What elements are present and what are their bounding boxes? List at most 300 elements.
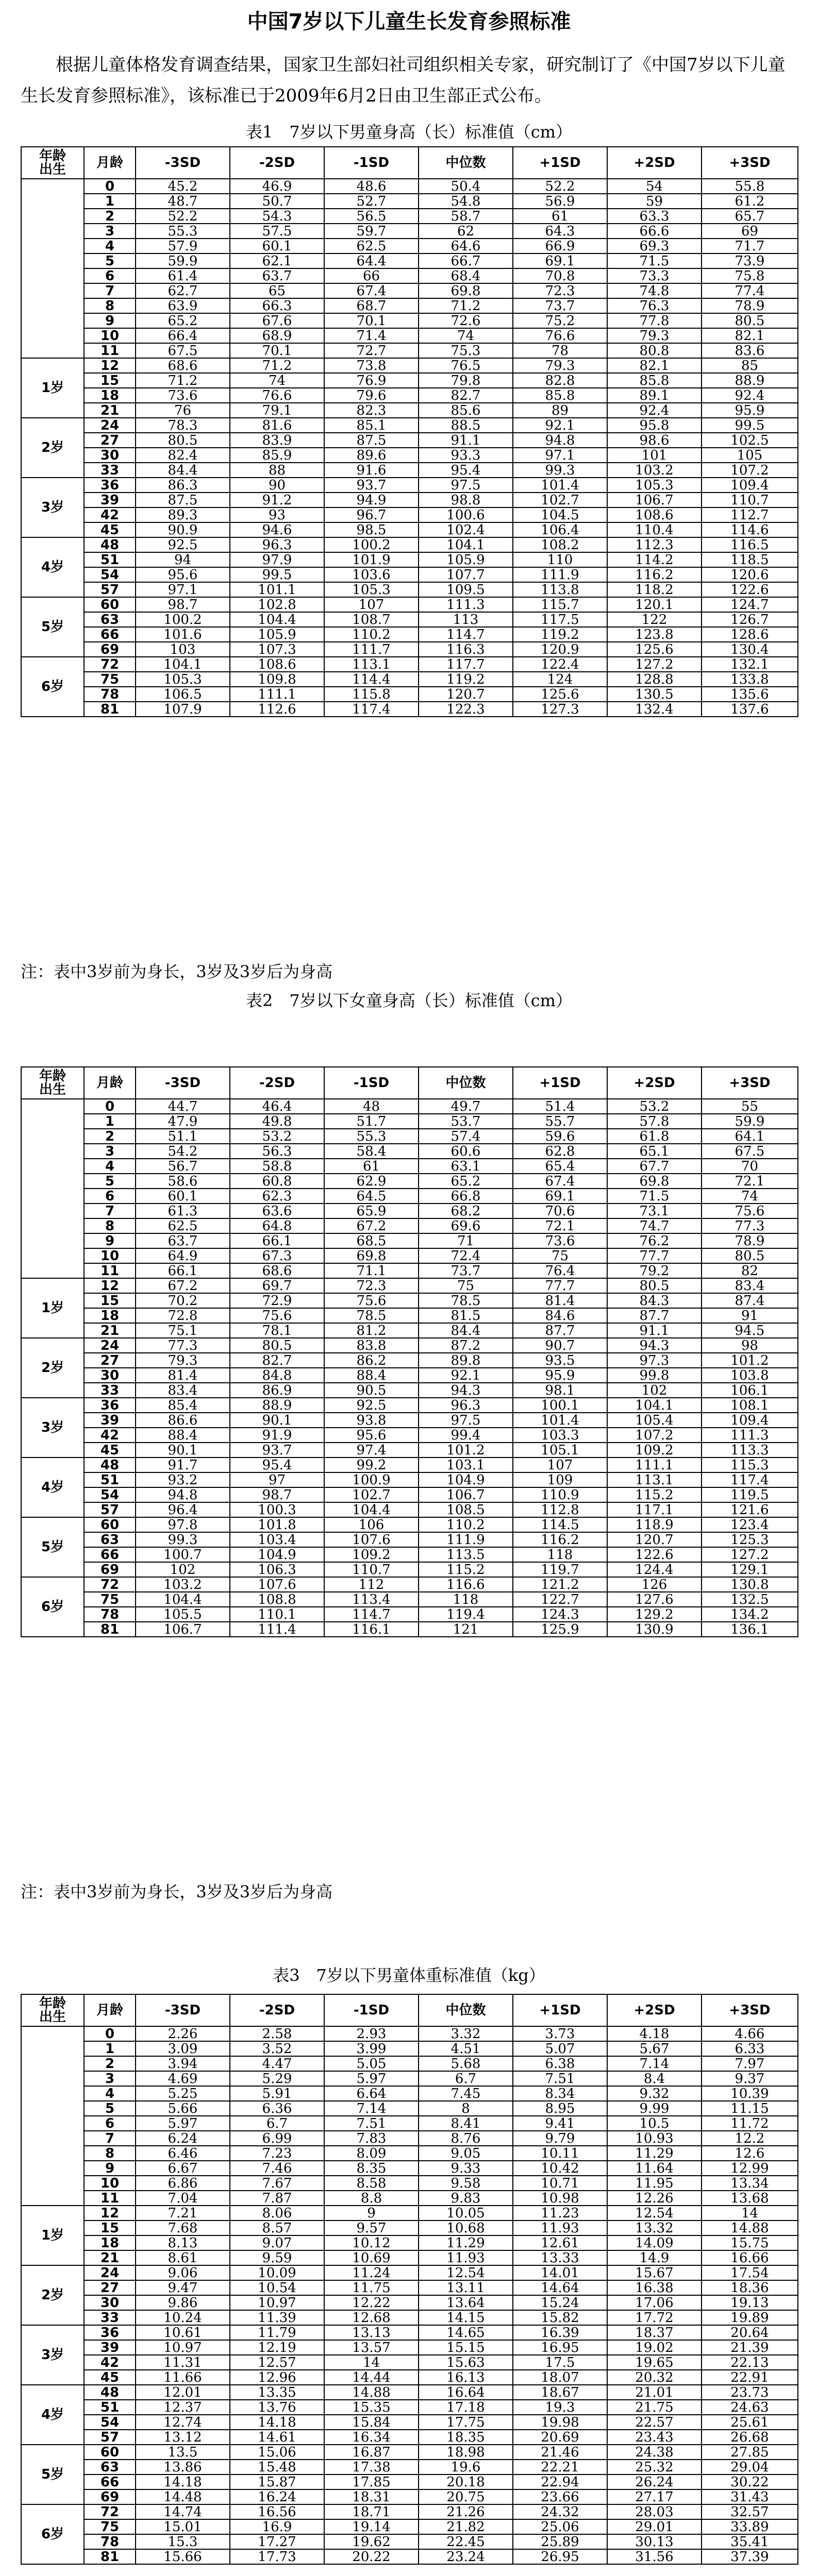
value-cell-m2sd: 17.73 <box>230 2549 324 2564</box>
value-cell-m2sd: 83.9 <box>230 433 324 448</box>
value-cell-m1sd: 14 <box>324 2355 419 2370</box>
header-age <box>21 1994 84 2026</box>
value-cell-p3sd: 7.97 <box>702 2056 798 2071</box>
value-cell-p3sd: 12.2 <box>702 2131 798 2146</box>
value-cell-m2sd: 10.09 <box>230 2265 324 2280</box>
value-cell-p3sd: 13.68 <box>702 2191 798 2206</box>
month-cell: 4 <box>84 1159 136 1174</box>
value-cell-m1sd: 11.24 <box>324 2265 419 2280</box>
value-cell-m1sd: 13.57 <box>324 2340 419 2355</box>
value-cell-m2sd: 50.7 <box>230 194 324 209</box>
table-row <box>21 657 798 672</box>
value-cell-m3sd: 6.24 <box>136 2131 230 2146</box>
value-cell-m3sd: 14.18 <box>136 2475 230 2489</box>
value-cell-p2sd: 5.67 <box>607 2041 702 2056</box>
month-cell: 27 <box>84 433 136 448</box>
month-cell: 45 <box>84 522 136 537</box>
value-cell-p1sd: 93.5 <box>513 1353 607 1368</box>
table-row <box>21 1144 798 1159</box>
value-cell-m3sd: 47.9 <box>136 1114 230 1129</box>
table-row <box>21 1293 798 1308</box>
value-cell-m3sd: 106.5 <box>136 687 230 702</box>
value-cell-p3sd: 55 <box>702 1099 798 1114</box>
table-row <box>21 702 798 717</box>
age-group-cell: 3岁 <box>21 478 84 537</box>
value-cell-m3sd: 67.2 <box>136 1278 230 1293</box>
value-cell-p2sd: 7.14 <box>607 2056 702 2071</box>
month-cell: 21 <box>84 1323 136 1338</box>
value-cell-median: 71.2 <box>419 298 513 313</box>
value-cell-m1sd: 73.8 <box>324 358 419 373</box>
table-row <box>21 1622 798 1637</box>
value-cell-p2sd: 21.01 <box>607 2385 702 2400</box>
value-cell-p3sd: 35.41 <box>702 2534 798 2549</box>
value-cell-p1sd: 6.38 <box>513 2056 607 2071</box>
value-cell-p3sd: 22.91 <box>702 2370 798 2385</box>
value-cell-p3sd: 61.2 <box>702 194 798 209</box>
table-1-note: 注：表中3岁前为身长，3岁及3岁后为身高 <box>21 962 333 981</box>
value-cell-m1sd: 10.12 <box>324 2235 419 2250</box>
table-row <box>21 2265 798 2280</box>
month-cell: 63 <box>84 2460 136 2475</box>
table-row <box>21 1383 798 1398</box>
value-cell-m3sd: 97.1 <box>136 582 230 597</box>
value-cell-m2sd: 53.2 <box>230 1129 324 1144</box>
value-cell-median: 108.5 <box>419 1502 513 1517</box>
value-cell-m1sd: 76.9 <box>324 373 419 388</box>
value-cell-m1sd: 88.4 <box>324 1368 419 1383</box>
table-row <box>21 313 798 328</box>
value-cell-m3sd: 64.9 <box>136 1248 230 1263</box>
value-cell-p2sd: 101 <box>607 448 702 463</box>
value-cell-median: 10.05 <box>419 2206 513 2221</box>
value-cell-m2sd: 60.1 <box>230 239 324 253</box>
value-cell-p2sd: 19.65 <box>607 2355 702 2370</box>
value-cell-p1sd: 87.7 <box>513 1323 607 1338</box>
month-cell: 24 <box>84 418 136 433</box>
value-cell-p1sd: 26.95 <box>513 2549 607 2564</box>
month-cell: 2 <box>84 1129 136 1144</box>
value-cell-p1sd: 116.2 <box>513 1532 607 1547</box>
value-cell-p2sd: 130.9 <box>607 1622 702 1637</box>
month-cell: 0 <box>84 1099 136 1114</box>
month-cell: 78 <box>84 2534 136 2549</box>
value-cell-m1sd: 51.7 <box>324 1114 419 1129</box>
value-cell-m1sd: 94.9 <box>324 493 419 507</box>
age-group-cell: 1岁 <box>21 358 84 418</box>
table-row <box>21 2146 798 2161</box>
value-cell-p1sd: 110.9 <box>513 1487 607 1502</box>
value-cell-m3sd: 103 <box>136 642 230 657</box>
value-cell-p1sd: 102.7 <box>513 493 607 507</box>
value-cell-median: 18.98 <box>419 2445 513 2460</box>
value-cell-m2sd: 95.4 <box>230 1458 324 1472</box>
value-cell-median: 93.3 <box>419 448 513 463</box>
value-cell-p1sd: 107 <box>513 1458 607 1472</box>
header-median: 中位数 <box>419 1994 513 2026</box>
value-cell-m2sd: 7.67 <box>230 2176 324 2191</box>
value-cell-m3sd: 3.09 <box>136 2041 230 2056</box>
value-cell-median: 8.41 <box>419 2116 513 2131</box>
month-cell: 69 <box>84 642 136 657</box>
month-cell: 81 <box>84 702 136 717</box>
value-cell-p3sd: 126.7 <box>702 612 798 627</box>
value-cell-m2sd: 62.1 <box>230 253 324 268</box>
value-cell-m2sd: 112.6 <box>230 702 324 717</box>
value-cell-median: 115.2 <box>419 1562 513 1577</box>
table-row <box>21 2250 798 2265</box>
value-cell-p3sd: 121.6 <box>702 1502 798 1517</box>
value-cell-p2sd: 84.3 <box>607 1293 702 1308</box>
value-cell-p3sd: 116.5 <box>702 537 798 552</box>
value-cell-p2sd: 21.75 <box>607 2400 702 2415</box>
value-cell-p2sd: 80.5 <box>607 1278 702 1293</box>
value-cell-p2sd: 123.8 <box>607 627 702 642</box>
value-cell-p3sd: 19.89 <box>702 2310 798 2325</box>
value-cell-p2sd: 126 <box>607 1577 702 1592</box>
table-1-caption: 表1 7岁以下男童身高（长）标准值（cm） <box>246 122 572 142</box>
value-cell-p3sd: 69 <box>702 224 798 239</box>
value-cell-p1sd: 97.1 <box>513 448 607 463</box>
value-cell-p1sd: 125.6 <box>513 687 607 702</box>
age-group-cell: 1岁 <box>21 2206 84 2265</box>
value-cell-m3sd: 63.9 <box>136 298 230 313</box>
value-cell-m1sd: 114.7 <box>324 1607 419 1622</box>
header-m2sd: -2SD <box>230 147 324 179</box>
month-cell: 18 <box>84 1308 136 1323</box>
value-cell-m2sd: 81.6 <box>230 418 324 433</box>
value-cell-m1sd: 48 <box>324 1099 419 1114</box>
value-cell-p2sd: 120.1 <box>607 597 702 612</box>
value-cell-p1sd: 17.5 <box>513 2355 607 2370</box>
value-cell-m2sd: 65 <box>230 283 324 298</box>
table-row <box>21 1114 798 1129</box>
value-cell-median: 98.8 <box>419 493 513 507</box>
value-cell-p2sd: 14.09 <box>607 2235 702 2250</box>
month-cell: 33 <box>84 1383 136 1398</box>
value-cell-p1sd: 110 <box>513 552 607 567</box>
value-cell-p2sd: 54 <box>607 179 702 194</box>
value-cell-m3sd: 59.9 <box>136 253 230 268</box>
month-cell: 12 <box>84 358 136 373</box>
value-cell-median: 16.13 <box>419 2370 513 2385</box>
month-cell: 9 <box>84 2161 136 2176</box>
value-cell-p1sd: 79.3 <box>513 358 607 373</box>
value-cell-m3sd: 11.66 <box>136 2370 230 2385</box>
value-cell-p3sd: 73.9 <box>702 253 798 268</box>
month-cell: 60 <box>84 2445 136 2460</box>
value-cell-m3sd: 88.4 <box>136 1428 230 1443</box>
value-cell-p1sd: 18.07 <box>513 2370 607 2385</box>
month-cell: 60 <box>84 1517 136 1532</box>
header-age <box>21 1067 84 1099</box>
value-cell-p3sd: 132.5 <box>702 1592 798 1607</box>
value-cell-m1sd: 14.88 <box>324 2385 419 2400</box>
value-cell-p3sd: 105 <box>702 448 798 463</box>
value-cell-p2sd: 11.64 <box>607 2161 702 2176</box>
header-p1sd: +1SD <box>513 1994 607 2026</box>
age-group-cell <box>21 179 84 358</box>
value-cell-m1sd: 9.57 <box>324 2221 419 2235</box>
value-cell-p3sd: 109.4 <box>702 478 798 493</box>
month-cell: 8 <box>84 2146 136 2161</box>
value-cell-median: 97.5 <box>419 478 513 493</box>
table-row <box>21 283 798 298</box>
value-cell-m1sd: 79.6 <box>324 388 419 403</box>
value-cell-p2sd: 87.7 <box>607 1308 702 1323</box>
value-cell-p1sd: 115.7 <box>513 597 607 612</box>
value-cell-p3sd: 110.7 <box>702 493 798 507</box>
value-cell-p2sd: 99.8 <box>607 1368 702 1383</box>
month-cell: 75 <box>84 1592 136 1607</box>
value-cell-median: 119.4 <box>419 1607 513 1622</box>
value-cell-p2sd: 108.6 <box>607 507 702 522</box>
month-cell: 18 <box>84 2235 136 2250</box>
value-cell-m3sd: 91.7 <box>136 1458 230 1472</box>
value-cell-m3sd: 6.67 <box>136 2161 230 2176</box>
month-cell: 57 <box>84 582 136 597</box>
value-cell-p1sd: 56.9 <box>513 194 607 209</box>
value-cell-m1sd: 68.7 <box>324 298 419 313</box>
value-cell-median: 104.9 <box>419 1472 513 1487</box>
value-cell-m1sd: 61 <box>324 1159 419 1174</box>
table-row <box>21 1218 798 1233</box>
header-row <box>21 147 798 179</box>
table-row <box>21 2310 798 2325</box>
value-cell-m3sd: 5.97 <box>136 2116 230 2131</box>
value-cell-median: 96.3 <box>419 1398 513 1413</box>
value-cell-median: 50.4 <box>419 179 513 194</box>
value-cell-m3sd: 7.68 <box>136 2221 230 2235</box>
value-cell-median: 49.7 <box>419 1099 513 1114</box>
value-cell-m1sd: 87.5 <box>324 433 419 448</box>
value-cell-median: 68.4 <box>419 268 513 283</box>
table-row <box>21 1353 798 1368</box>
value-cell-m3sd: 87.5 <box>136 493 230 507</box>
value-cell-p2sd: 76.2 <box>607 1233 702 1248</box>
table-row <box>21 2056 798 2071</box>
value-cell-p3sd: 134.2 <box>702 1607 798 1622</box>
value-cell-p3sd: 23.73 <box>702 2385 798 2400</box>
value-cell-p3sd: 70 <box>702 1159 798 1174</box>
value-cell-m1sd: 66 <box>324 268 419 283</box>
value-cell-p3sd: 117.4 <box>702 1472 798 1487</box>
value-cell-m2sd: 2.58 <box>230 2026 324 2041</box>
value-cell-m2sd: 93.7 <box>230 1443 324 1458</box>
value-cell-m2sd: 90.1 <box>230 1413 324 1428</box>
month-cell: 7 <box>84 1204 136 1218</box>
value-cell-p3sd: 120.6 <box>702 567 798 582</box>
value-cell-median: 21.26 <box>419 2504 513 2519</box>
value-cell-p1sd: 127.3 <box>513 702 607 717</box>
value-cell-p2sd: 63.3 <box>607 209 702 224</box>
value-cell-m1sd: 107.6 <box>324 1532 419 1547</box>
age-group-cell: 3岁 <box>21 1398 84 1458</box>
value-cell-m3sd: 55.3 <box>136 224 230 239</box>
month-cell: 48 <box>84 537 136 552</box>
value-cell-p2sd: 19.02 <box>607 2340 702 2355</box>
value-cell-p2sd: 65.1 <box>607 1144 702 1159</box>
value-cell-median: 111.9 <box>419 1532 513 1547</box>
value-cell-m3sd: 90.9 <box>136 522 230 537</box>
value-cell-m3sd: 76 <box>136 403 230 418</box>
value-cell-p1sd: 51.4 <box>513 1099 607 1114</box>
value-cell-m1sd: 8.09 <box>324 2146 419 2161</box>
month-cell: 66 <box>84 1547 136 1562</box>
month-cell: 5 <box>84 253 136 268</box>
value-cell-m3sd: 2.26 <box>136 2026 230 2041</box>
value-cell-m3sd: 80.5 <box>136 433 230 448</box>
value-cell-p3sd: 132.1 <box>702 657 798 672</box>
value-cell-m3sd: 48.7 <box>136 194 230 209</box>
header-month: 月龄 <box>84 1067 136 1099</box>
value-cell-m2sd: 91.2 <box>230 493 324 507</box>
table-row <box>21 2355 798 2370</box>
value-cell-m3sd: 12.74 <box>136 2415 230 2430</box>
value-cell-p1sd: 62.8 <box>513 1144 607 1159</box>
value-cell-m2sd: 7.87 <box>230 2191 324 2206</box>
value-cell-m1sd: 75.6 <box>324 1293 419 1308</box>
value-cell-median: 5.68 <box>419 2056 513 2071</box>
value-cell-p3sd: 25.61 <box>702 2415 798 2430</box>
value-cell-m3sd: 104.4 <box>136 1592 230 1607</box>
value-cell-m2sd: 93 <box>230 507 324 522</box>
value-cell-median: 62 <box>419 224 513 239</box>
value-cell-m2sd: 56.3 <box>230 1144 324 1159</box>
value-cell-p2sd: 109.2 <box>607 1443 702 1458</box>
table-row <box>21 1502 798 1517</box>
value-cell-m3sd: 90.1 <box>136 1443 230 1458</box>
table-row <box>21 1129 798 1144</box>
month-cell: 0 <box>84 179 136 194</box>
value-cell-median: 97.5 <box>419 1413 513 1428</box>
value-cell-median: 66.7 <box>419 253 513 268</box>
table-row <box>21 2534 798 2549</box>
value-cell-p2sd: 17.72 <box>607 2310 702 2325</box>
value-cell-m2sd: 91.9 <box>230 1428 324 1443</box>
value-cell-m3sd: 85.4 <box>136 1398 230 1413</box>
value-cell-m2sd: 107.6 <box>230 1577 324 1592</box>
month-cell: 57 <box>84 2430 136 2445</box>
value-cell-p3sd: 94.5 <box>702 1323 798 1338</box>
value-cell-p3sd: 122.6 <box>702 582 798 597</box>
value-cell-m1sd: 18.31 <box>324 2489 419 2504</box>
value-cell-p1sd: 10.11 <box>513 2146 607 2161</box>
table-row <box>21 2026 798 2041</box>
value-cell-p3sd: 72.1 <box>702 1174 798 1189</box>
month-cell: 7 <box>84 2131 136 2146</box>
month-cell: 42 <box>84 1428 136 1443</box>
value-cell-median: 68.2 <box>419 1204 513 1218</box>
value-cell-p3sd: 137.6 <box>702 702 798 717</box>
value-cell-m2sd: 17.27 <box>230 2534 324 2549</box>
value-cell-p3sd: 24.63 <box>702 2400 798 2415</box>
month-cell: 33 <box>84 463 136 478</box>
value-cell-m1sd: 48.6 <box>324 179 419 194</box>
value-cell-m3sd: 62.7 <box>136 283 230 298</box>
value-cell-p1sd: 20.69 <box>513 2430 607 2445</box>
value-cell-p3sd: 20.64 <box>702 2325 798 2340</box>
table-row <box>21 2325 798 2340</box>
value-cell-m1sd: 106 <box>324 1517 419 1532</box>
header-m3sd: -3SD <box>136 1067 230 1099</box>
value-cell-m1sd: 17.85 <box>324 2475 419 2489</box>
table-row <box>21 2086 798 2101</box>
value-cell-p3sd: 99.5 <box>702 418 798 433</box>
value-cell-m3sd: 81.4 <box>136 1368 230 1383</box>
value-cell-m1sd: 96.7 <box>324 507 419 522</box>
month-cell: 48 <box>84 2385 136 2400</box>
value-cell-p1sd: 114.5 <box>513 1517 607 1532</box>
value-cell-median: 53.7 <box>419 1114 513 1129</box>
month-cell: 11 <box>84 1263 136 1278</box>
value-cell-p3sd: 14 <box>702 2206 798 2221</box>
value-cell-p2sd: 4.18 <box>607 2026 702 2041</box>
table-row <box>21 1159 798 1174</box>
value-cell-m2sd: 63.6 <box>230 1204 324 1218</box>
value-cell-p2sd: 89.1 <box>607 388 702 403</box>
value-cell-m1sd: 15.84 <box>324 2415 419 2430</box>
value-cell-p1sd: 95.9 <box>513 1368 607 1383</box>
value-cell-median: 9.05 <box>419 2146 513 2161</box>
value-cell-p2sd: 114.2 <box>607 552 702 567</box>
value-cell-p3sd: 95.9 <box>702 403 798 418</box>
value-cell-m1sd: 18.71 <box>324 2504 419 2519</box>
value-cell-median: 75.3 <box>419 343 513 358</box>
header-birth-label: 出生 <box>39 1082 66 1097</box>
value-cell-m2sd: 74 <box>230 373 324 388</box>
value-cell-m1sd: 78.5 <box>324 1308 419 1323</box>
value-cell-median: 79.8 <box>419 373 513 388</box>
table-row <box>21 1174 798 1189</box>
value-cell-median: 82.7 <box>419 388 513 403</box>
value-cell-p1sd: 109 <box>513 1472 607 1487</box>
value-cell-m2sd: 106.3 <box>230 1562 324 1577</box>
value-cell-p3sd: 65.7 <box>702 209 798 224</box>
value-cell-p1sd: 122.4 <box>513 657 607 672</box>
value-cell-m2sd: 102.8 <box>230 597 324 612</box>
value-cell-median: 105.9 <box>419 552 513 567</box>
header-m3sd: -3SD <box>136 147 230 179</box>
month-cell: 24 <box>84 2265 136 2280</box>
value-cell-m2sd: 96.3 <box>230 537 324 552</box>
value-cell-median: 102.4 <box>419 522 513 537</box>
value-cell-p3sd: 109.4 <box>702 1413 798 1428</box>
value-cell-p2sd: 18.37 <box>607 2325 702 2340</box>
value-cell-m3sd: 63.7 <box>136 1233 230 1248</box>
value-cell-p3sd: 12.99 <box>702 2161 798 2176</box>
value-cell-m3sd: 58.6 <box>136 1174 230 1189</box>
value-cell-p2sd: 105.4 <box>607 1413 702 1428</box>
month-cell: 3 <box>84 2071 136 2086</box>
value-cell-m1sd: 70.1 <box>324 313 419 328</box>
value-cell-median: 94.3 <box>419 1383 513 1398</box>
value-cell-p3sd: 55.8 <box>702 179 798 194</box>
table-row <box>21 253 798 268</box>
value-cell-m2sd: 5.91 <box>230 2086 324 2101</box>
value-cell-m2sd: 108.8 <box>230 1592 324 1607</box>
header-m1sd: -1SD <box>324 147 419 179</box>
table-1-boys-height <box>21 146 798 717</box>
table-row <box>21 2131 798 2146</box>
value-cell-p1sd: 22.94 <box>513 2475 607 2489</box>
value-cell-m3sd: 13.5 <box>136 2445 230 2460</box>
value-cell-m1sd: 116.1 <box>324 1622 419 1637</box>
value-cell-m3sd: 5.66 <box>136 2101 230 2116</box>
table-row <box>21 478 798 493</box>
value-cell-p2sd: 106.7 <box>607 493 702 507</box>
value-cell-p1sd: 55.7 <box>513 1114 607 1129</box>
